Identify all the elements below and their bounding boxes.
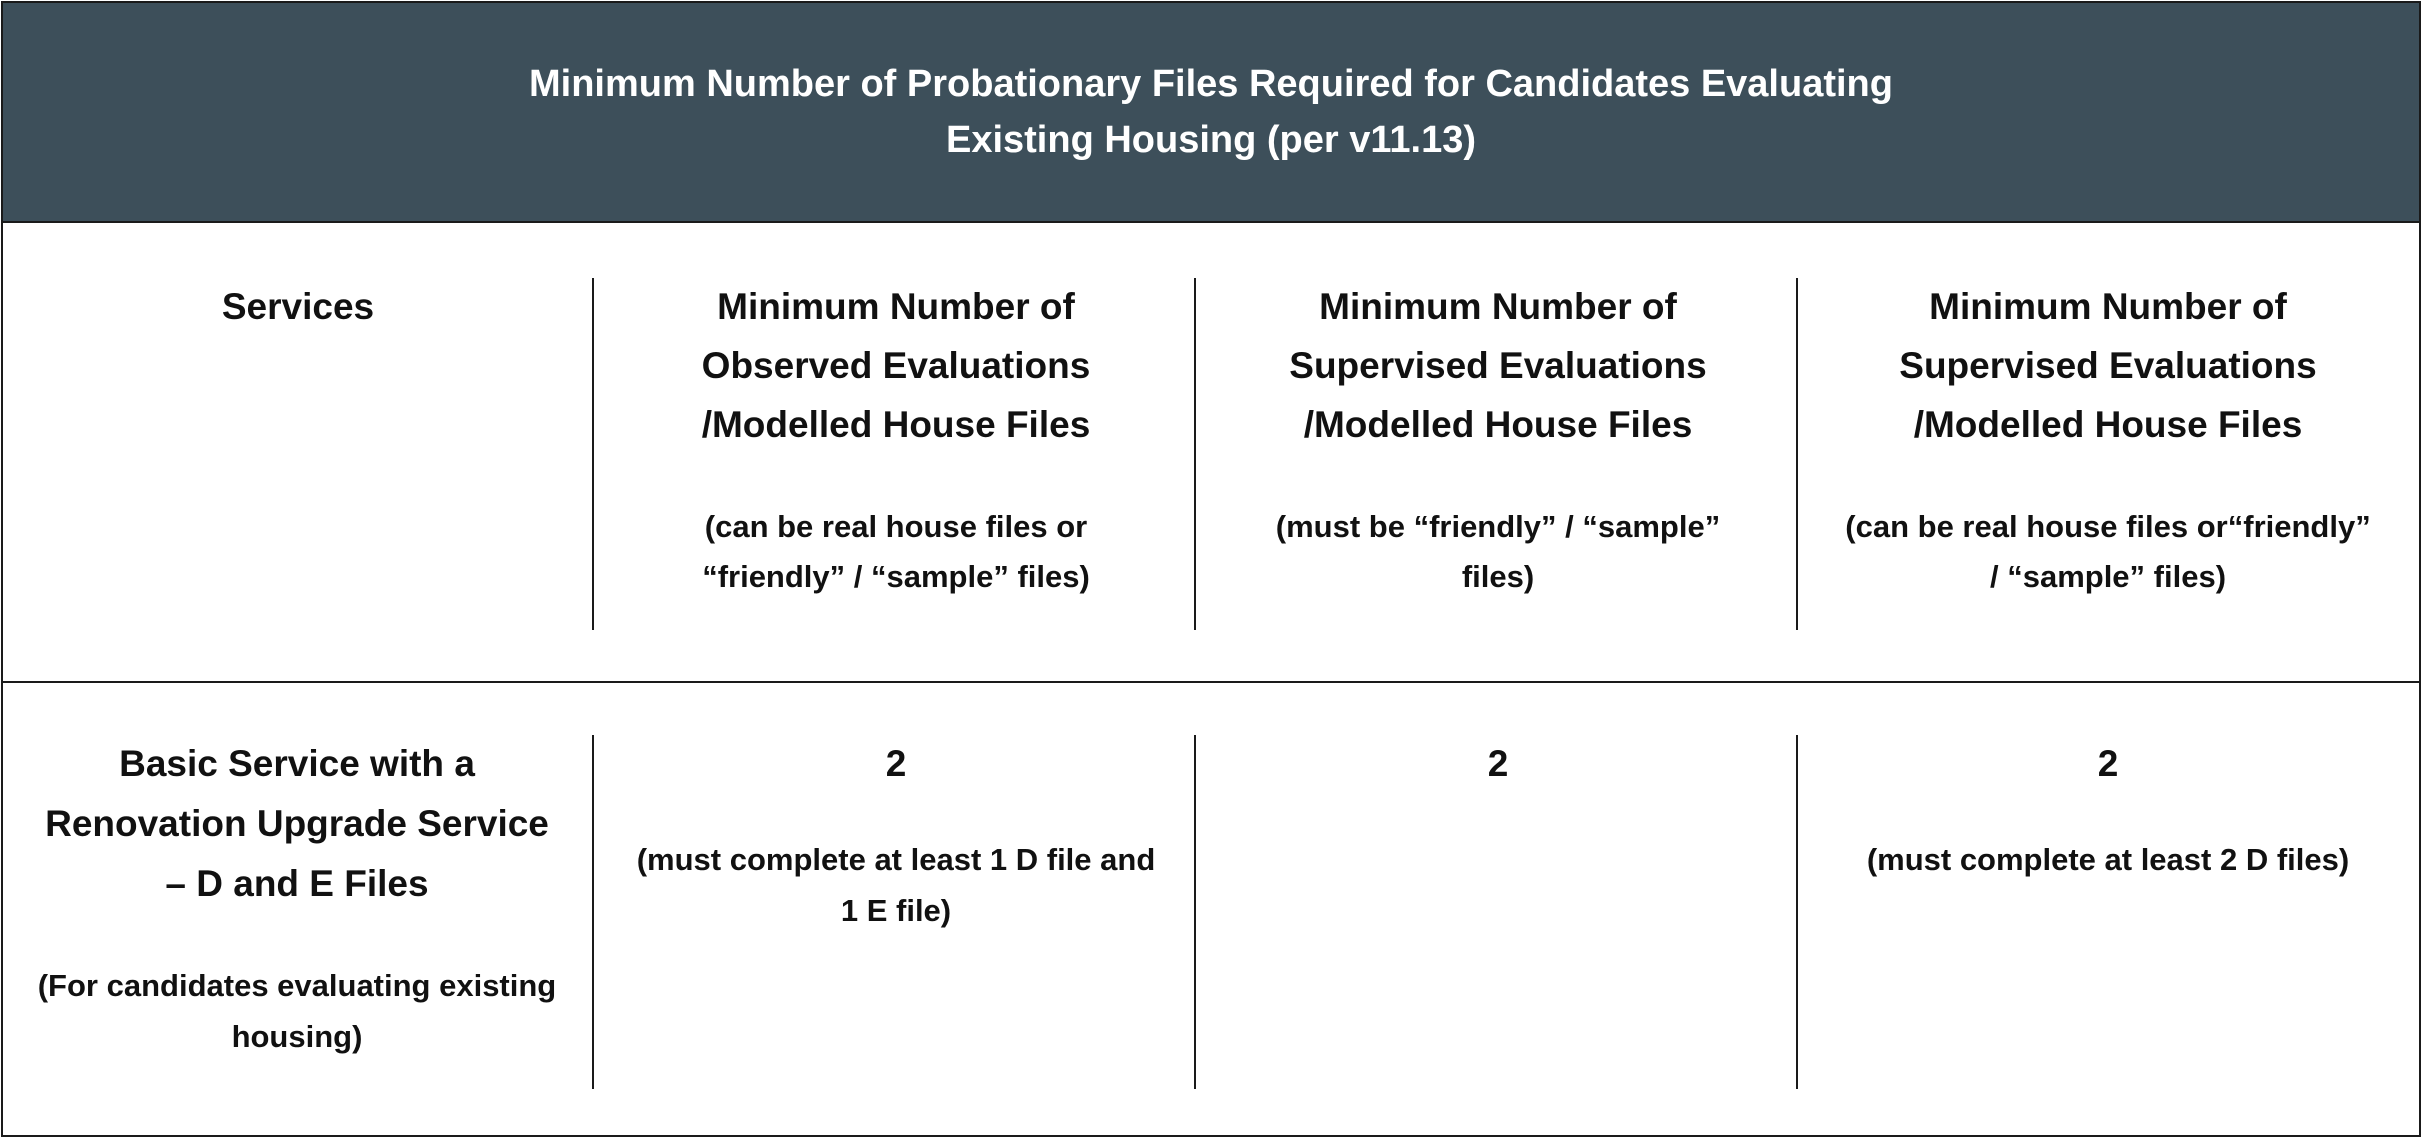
header-col1-title-line: /Modelled House Files — [701, 404, 1091, 445]
column-divider-2-header — [1194, 278, 1196, 630]
observed-note-line: 1 E file) — [840, 893, 952, 928]
header-col3-title-line: Supervised Evaluations — [1899, 345, 2317, 386]
observed-value: 2 — [885, 743, 907, 784]
requirements-table — [1, 1, 2421, 1137]
column-divider-3-body — [1796, 735, 1798, 1089]
column-divider-2-body — [1194, 735, 1196, 1089]
row-observed-cell — [599, 734, 1193, 936]
header-col2-title-line: /Modelled House Files — [1303, 404, 1693, 445]
header-col1-title-line: Minimum Number of — [717, 286, 1075, 327]
header-col3-title-line: Minimum Number of — [1929, 286, 2287, 327]
service-name-line: Basic Service with a — [119, 743, 475, 784]
row-supervised-friendly-cell — [1201, 734, 1795, 794]
column-divider-1-body — [592, 735, 594, 1089]
service-note-line: (For candidates evaluating existing — [37, 968, 557, 1003]
header-supervised-evaluations-friendly — [1201, 277, 1795, 602]
column-divider-1-header — [592, 278, 594, 630]
table-title — [511, 56, 1911, 168]
service-name-line: – D and E Files — [165, 863, 429, 904]
supervised-real-note — [1803, 834, 2413, 885]
header-col2-title-line: Supervised Evaluations — [1289, 345, 1707, 386]
observed-note — [599, 834, 1193, 936]
header-observed-evaluations — [599, 277, 1193, 602]
row-divider — [3, 681, 2419, 683]
service-name-line: Renovation Upgrade Service — [45, 803, 549, 844]
header-col2-title-line: Minimum Number of — [1319, 286, 1677, 327]
header-col2-note — [1201, 502, 1795, 602]
row-supervised-real-cell — [1803, 734, 2413, 885]
supervised-friendly-value: 2 — [1487, 743, 1509, 784]
header-supervised-evaluations-real — [1803, 277, 2413, 602]
table-title-line-2: Existing Housing (per v11.13) — [945, 119, 1477, 161]
supervised-real-value: 2 — [2097, 743, 2119, 784]
observed-note-line: (must complete at least 1 D file and — [636, 842, 1156, 877]
service-name — [7, 734, 587, 914]
header-services — [13, 277, 583, 336]
header-col3-note-line: (can be real house files or“friendly” — [1845, 509, 2371, 544]
row-service-cell — [7, 734, 587, 1062]
header-services-label: Services — [221, 286, 375, 327]
column-divider-3-header — [1796, 278, 1798, 630]
table-title-line-1: Minimum Number of Probationary Files Required for Candidates Evaluating — [529, 63, 1893, 105]
service-note — [7, 960, 587, 1062]
header-col3-note-line: / “sample” files) — [1989, 559, 2227, 594]
header-col3-note — [1803, 502, 2413, 602]
header-col1-note — [599, 502, 1193, 602]
table-title-band — [3, 3, 2419, 223]
header-col2-note-line: (must be “friendly” / “sample” — [1275, 509, 1721, 544]
header-col1-title — [599, 277, 1193, 454]
header-col2-title — [1201, 277, 1795, 454]
header-col1-note-line: (can be real house files or — [704, 509, 1088, 544]
header-col1-title-line: Observed Evaluations — [701, 345, 1091, 386]
header-col3-title-line: /Modelled House Files — [1913, 404, 2303, 445]
header-col2-note-line: files) — [1461, 559, 1535, 594]
supervised-real-note-line: (must complete at least 2 D files) — [1866, 842, 2350, 877]
service-note-line: housing) — [231, 1019, 363, 1054]
header-col1-note-line: “friendly” / “sample” files) — [702, 559, 1090, 594]
header-col3-title — [1803, 277, 2413, 454]
